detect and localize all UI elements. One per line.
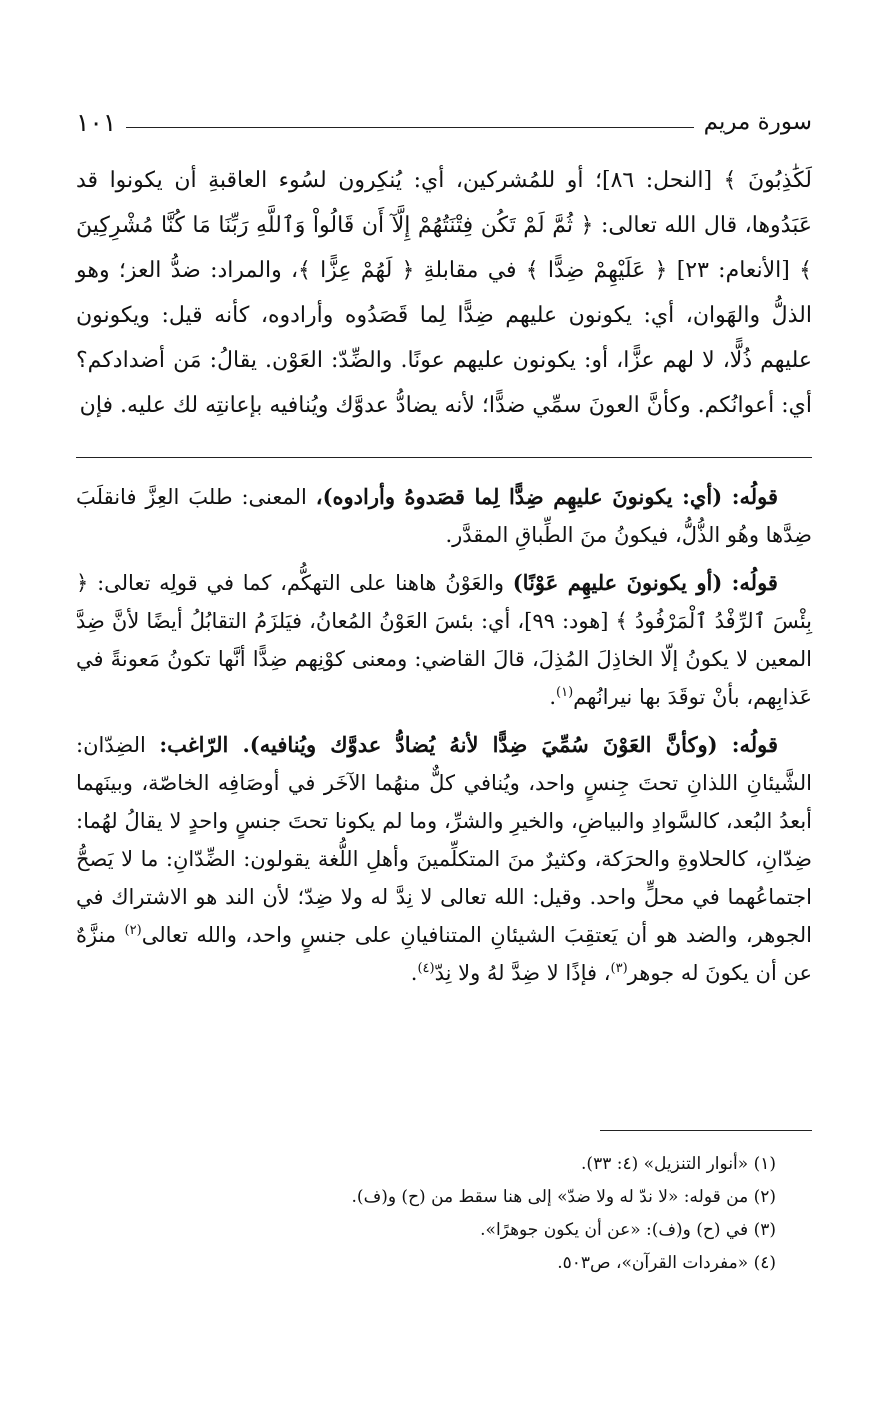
commentary-tail: . xyxy=(549,685,557,709)
surah-title: سورة مريم xyxy=(703,109,812,135)
footnotes xyxy=(76,1148,776,1280)
commentary-paragraph-1 xyxy=(76,478,812,554)
commentary-text: الضِدّان: الشَّيئانِ اللذانِ تحتَ جِنسٍ واحد، ويُنافي كلٌّ منهُما الآخَر في أوصَافِه الخاصّة، وبينَهما أبعدُ البُعد، كالسَّوادِ والبياضِ، والخيرِ والشرِّ، وما لم يكونا تحتَ جنسٍ واحدٍ لا يقالُ لهُما: ضِدّانِ، كالحلاوةِ والحرَكة، وكثيرٌ منَ المتكلِّمينَ وأهلِ اللُّغة يقولون: الضِّدّانِ: ما لا يَصحُّ اجتماعُهما في محلٍّ واحد. وقيل: الله تعالى لا نِدَّ له ولا ضِدّ؛ لأن الند هو الاشتراك في الجوهر، والضد هو أن يَعتقِبَ الشيئانِ المتنافيانِ على جنسٍ واحد، والله تعالى xyxy=(76,733,812,947)
footnote-item: (٢) من قوله: «لا ندّ له ولا ضدّ» إلى هنا سقط من (ح) و(ف). xyxy=(351,1187,776,1207)
page-number: ١٠١ xyxy=(76,107,117,137)
commentary-text: منزَّهٌ عن أن يكونَ له جوهر xyxy=(76,923,812,985)
commentary-paragraph-3 xyxy=(76,726,812,992)
commentary-lead: قولُه: (أي: يكونونَ عليهِم ضِدًّا لِما قصَدوهُ وأرادوه)، xyxy=(315,484,778,509)
footnote-item: (٣) في (ح) و(ف): «عن أن يكون جوهرًا». xyxy=(480,1220,776,1240)
main-separator xyxy=(76,457,812,458)
footnote-item: (٤) «مفردات القرآن»، ص٥٠٣. xyxy=(557,1253,776,1273)
commentary-text: والعَوْنُ هاهنا على التهكُّم، كما في قولِه تعالى: ﴿ بِئْسَ ٱلرِّفْدُ ٱلْمَرْفُودُ ﴾ [هود: ٩٩]، أي: بئسَ العَوْنُ المُعانُ، فيَلزَمُ التقابُلُ أيضًا لأنَّ ضِدَّ المعين لا يكونُ إلّا الخاذِلَ المُذِلَ، قالَ القاضي: ومعنى كوْنِهم ضِدًّا أنَّها تكونُ مَعونةً في عَذابِهم، بأنْ توقَدَ بها نيرانُهم xyxy=(76,571,812,709)
commentary-text: المعنى: طلبَ العِزَّ فانقلَبَ ضِدَّها وهُو الذُّلُّ، فيكونُ منَ الطِّباقِ المقدَّر. xyxy=(76,485,812,547)
footnote-ref[interactable]: (١) xyxy=(556,685,574,700)
page-header xyxy=(76,102,812,142)
commentary-text: ، فإذًا لا ضِدَّ لهُ ولا نِدّ xyxy=(434,961,611,985)
footnote-ref[interactable]: (٣) xyxy=(610,961,628,976)
main-text xyxy=(76,158,812,428)
footnote-item: (١) «أنوار التنزيل» (٤: ٣٣). xyxy=(581,1154,776,1174)
commentary-lead: قولُه: (وكأنَّ العَوْنَ سُمِّيَ ضِدًّا لأنهُ يُضادُّ عدوَّك ويُنافيه). الرّاغب: xyxy=(159,732,778,757)
commentary-paragraph-2 xyxy=(76,564,812,716)
commentary-tail: . xyxy=(410,961,418,985)
footnote-ref[interactable]: (٢) xyxy=(124,923,142,938)
footnote-ref[interactable]: (٤) xyxy=(417,961,435,976)
commentary-lead: قولُه: (أو يكونونَ عليهِم عَوْنًا) xyxy=(512,570,778,595)
header-rule xyxy=(126,127,693,128)
main-paragraph: لَكَٰذِبُونَ ﴾ [النحل: ٨٦]؛ أو للمُشركين، أي: يُنكِرون لسُوء العاقبةِ أن يكونوا قد عَبَدُوها، قال الله تعالى: ﴿ ثُمَّ لَمْ تَكُن فِتْنَتُهُمْ إِلَّآ أَن قَالُواْ وَٱللَّهِ رَبِّنَا مَا كُنَّا مُشْرِكِينَ ﴾ [الأنعام: ٢٣] ﴿ عَلَيْهِمْ ضِدًّا ﴾ في مقابلةِ ﴿ لَهُمْ عِزًّا ﴾، والمراد: ضدُّ العز؛ وهو الذلُّ والهَوان، أي: يكونون عليهم ضِدًّا لِما قَصَدُوه وأرادوه، كأنه قيل: ويكونون عليهم ذُلًّا، لا لهم عزًّا، أو: يكونون عليهم عونًا. والضِّدّ: العَوْن. يقالُ: مَن أضدادكم؟ أي: أعوانُكم. وكأنَّ العونَ سمِّي ضدًّا؛ لأنه يضادُّ عدوَّك ويُنافيه بإعانتِه لك عليه. فإن xyxy=(76,168,813,418)
footnotes-separator xyxy=(600,1130,812,1131)
commentary xyxy=(76,478,812,1002)
